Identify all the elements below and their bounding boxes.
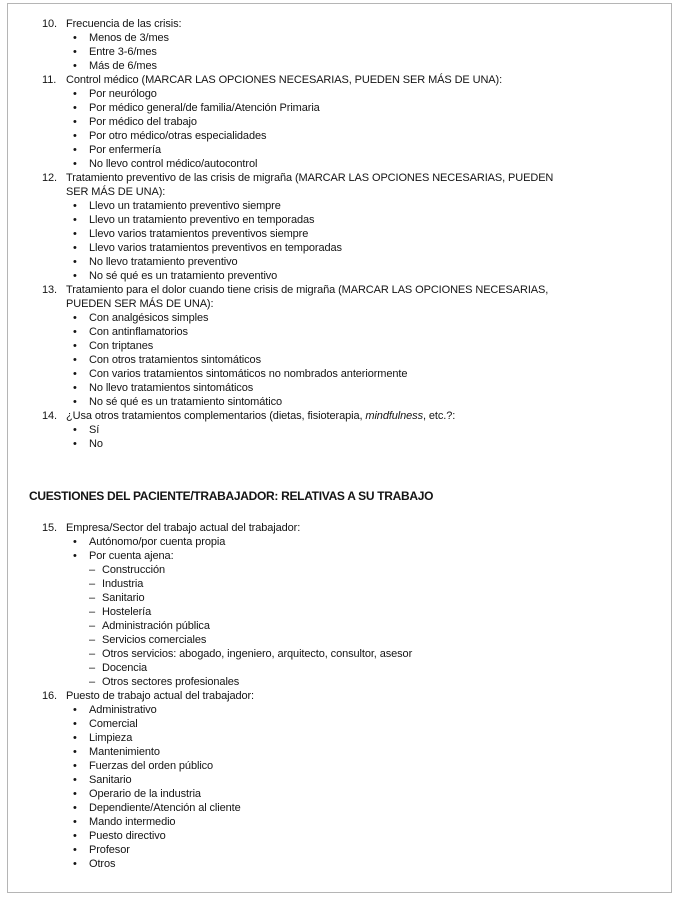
bullet-item [66,801,660,815]
bullet-icon [73,339,89,353]
question-label-text: ¿Usa otros tratamientos complementarios (dietas, fisioterapia, [66,410,366,422]
bullet-label: Otros [89,858,116,870]
bullet-item [66,31,660,45]
bullet-icon [73,143,89,157]
bullet-item [66,381,660,395]
question-label-line1: Tratamiento para el dolor cuando tiene crisis de migraña (MARCAR LAS OPCIONES NECESARIAS, [66,284,549,296]
bullet-item [66,367,660,381]
bullet-icon [73,227,89,241]
question-item-13 [42,283,660,409]
questionnaire-content [29,17,660,871]
bullet-item [66,101,660,115]
bullet-item [66,45,660,59]
bullet-label: No sé qué es un tratamiento sintomático [89,396,282,408]
bullet-item [66,829,660,843]
bullet-item [66,703,660,717]
bullet-label: Puesto directivo [89,830,166,842]
bullet-label: Profesor [89,844,130,856]
bullet-item [66,311,660,325]
bullet-label: Por médico general/de familia/Atención Primaria [89,102,320,114]
bullet-icon [73,535,89,549]
bullet-icon [73,241,89,255]
dash-icon [89,661,102,675]
dash-icon [89,647,102,661]
bullet-icon [73,703,89,717]
bullet-icon [73,437,89,451]
bullet-item [66,199,660,213]
question-body [66,283,660,409]
bullet-label: No llevo tratamientos sintomáticos [89,382,254,394]
question-label [66,409,660,423]
bullet-label: Comercial [89,718,138,730]
dash-label: Servicios comerciales [102,634,207,646]
bullet-icon [73,381,89,395]
question-number: 11. [42,74,57,86]
bullet-label: Entre 3-6/mes [89,46,157,58]
dash-icon [89,619,102,633]
bullet-item [66,437,660,451]
bullet-item [66,115,660,129]
question-item-15 [42,521,660,689]
question-item-10 [42,17,660,73]
bullet-icon [73,325,89,339]
bullet-label: Llevo un tratamiento preventivo en temporadas [89,214,315,226]
bullet-label: Operario de la industria [89,788,201,800]
bullet-label: Por otro médico/otras especialidades [89,130,267,142]
bullet-icon [73,843,89,857]
dash-label: Docencia [102,662,148,674]
bullet-item [66,731,660,745]
bullet-label: Sí [89,424,100,436]
bullet-icon [73,31,89,45]
bullet-icon [73,801,89,815]
bullet-item [66,157,660,171]
bullet-icon [73,101,89,115]
question-item-14 [42,409,660,451]
bullet-icon [73,87,89,101]
question-number: 14. [42,410,57,422]
bullet-label: No [89,438,103,450]
bullet-item [66,269,660,283]
dash-item [66,605,660,619]
bullet-item [66,255,660,269]
question-body [66,17,660,73]
bullet-item [66,213,660,227]
bullet-item [66,227,660,241]
bullet-label: Con varios tratamientos sintomáticos no nombrados anteriormente [89,368,408,380]
dash-icon [89,591,102,605]
bullet-label: No sé qué es un tratamiento preventivo [89,270,278,282]
bullet-label: Con otros tratamientos sintomáticos [89,354,261,366]
bullet-icon [73,423,89,437]
bullet-item [66,815,660,829]
bullet-item [66,549,660,563]
bullet-icon [73,213,89,227]
bullet-label: Más de 6/mes [89,60,157,72]
bullet-icon [73,269,89,283]
question-item-12 [42,171,660,283]
bullet-icon [73,759,89,773]
section-heading: CUESTIONES DEL PACIENTE/TRABAJADOR: RELATIVAS A SU TRABAJO [29,489,434,503]
bullet-label: Mando intermedio [89,816,176,828]
bullet-item [66,325,660,339]
question-label-line2: PUEDEN SER MÁS DE UNA): [66,298,214,310]
bullet-icon [73,45,89,59]
bullet-icon [73,717,89,731]
question-body [66,409,660,451]
bullet-label: Sanitario [89,774,132,786]
question-number: 12. [42,172,57,184]
dash-item [66,661,660,675]
dash-item [66,591,660,605]
bullet-icon [73,857,89,871]
dash-label: Industria [102,578,144,590]
question-body [66,171,660,283]
bullet-label: No llevo tratamiento preventivo [89,256,238,268]
dash-label: Hostelería [102,606,152,618]
bullet-icon [73,367,89,381]
bullet-item [66,143,660,157]
question-label-text: , etc.?: [423,410,456,422]
dash-item [66,647,660,661]
bullet-item [66,535,660,549]
question-number: 13. [42,284,57,296]
bullet-label: Menos de 3/mes [89,32,169,44]
bullet-item [66,339,660,353]
bullet-icon [73,745,89,759]
dash-icon [89,605,102,619]
dash-label: Otros sectores profesionales [102,676,240,688]
dash-icon [89,577,102,591]
question-item-11 [42,73,660,171]
question-label: Frecuencia de las crisis: [66,18,182,30]
question-label: Puesto de trabajo actual del trabajador: [66,690,255,702]
bullet-icon [73,829,89,843]
bullet-item [66,395,660,409]
bullet-icon [73,255,89,269]
bullet-icon [73,395,89,409]
bullet-icon [73,815,89,829]
bullet-item [66,745,660,759]
bullet-label: Autónomo/por cuenta propia [89,536,226,548]
bullet-icon [73,731,89,745]
bullet-label: Por neurólogo [89,88,157,100]
bullet-item [66,129,660,143]
bullet-label: Llevo varios tratamientos preventivos siempre [89,228,309,240]
bullet-item [66,423,660,437]
bullet-icon [73,773,89,787]
dash-icon [89,675,102,689]
question-label-line2: SER MÁS DE UNA): [66,186,166,198]
dash-item [66,563,660,577]
bullet-item [66,353,660,367]
question-number: 15. [42,522,57,534]
bullet-label: Con antinflamatorios [89,326,188,338]
bullet-item [66,843,660,857]
question-number: 16. [42,690,57,702]
dash-icon [89,633,102,647]
bullet-label: Mantenimiento [89,746,160,758]
bullet-item [66,759,660,773]
bullet-icon [73,353,89,367]
question-body [66,521,660,689]
question-body [66,73,660,171]
question-body [66,689,660,871]
bullet-label: Fuerzas del orden público [89,760,214,772]
bullet-item [66,787,660,801]
question-label: Control médico (MARCAR LAS OPCIONES NECESARIAS, PUEDEN SER MÁS DE UNA): [66,74,503,86]
dash-item [66,675,660,689]
bullet-icon [73,311,89,325]
dash-icon [89,563,102,577]
dash-label: Otros servicios: abogado, ingeniero, arquitecto, consultor, asesor [102,648,413,660]
question-label-line1: Tratamiento preventivo de las crisis de migraña (MARCAR LAS OPCIONES NECESARIAS, PUEDEN [66,172,554,184]
bullet-item [66,857,660,871]
bullet-icon [73,787,89,801]
bullet-label: Llevo varios tratamientos preventivos en temporadas [89,242,342,254]
bullet-label: Llevo un tratamiento preventivo siempre [89,200,281,212]
bullet-item [66,87,660,101]
bullet-label: Limpieza [89,732,133,744]
bullet-icon [73,129,89,143]
bullet-item [66,241,660,255]
bullet-label: Con triptanes [89,340,154,352]
bullet-item [66,717,660,731]
bullet-item [66,59,660,73]
bullet-label: No llevo control médico/autocontrol [89,158,258,170]
bullet-label: Administrativo [89,704,157,716]
dash-label: Construcción [102,564,165,576]
dash-item [66,619,660,633]
question-label-italic: mindfulness [365,410,423,422]
dash-label: Administración pública [102,620,210,632]
bullet-icon [73,549,89,563]
dash-item [66,577,660,591]
bullet-item [66,773,660,787]
bullet-icon [73,59,89,73]
bullet-label: Dependiente/Atención al cliente [89,802,241,814]
bullet-icon [73,115,89,129]
dash-item [66,633,660,647]
bullet-icon [73,199,89,213]
bullet-label: Por cuenta ajena: [89,550,174,562]
dash-label: Sanitario [102,592,145,604]
bullet-label: Por enfermería [89,144,161,156]
question-item-16 [42,689,660,871]
bullet-icon [73,157,89,171]
bullet-label: Con analgésicos simples [89,312,209,324]
question-label: Empresa/Sector del trabajo actual del trabajador: [66,522,301,534]
question-number: 10. [42,18,57,30]
bullet-label: Por médico del trabajo [89,116,197,128]
